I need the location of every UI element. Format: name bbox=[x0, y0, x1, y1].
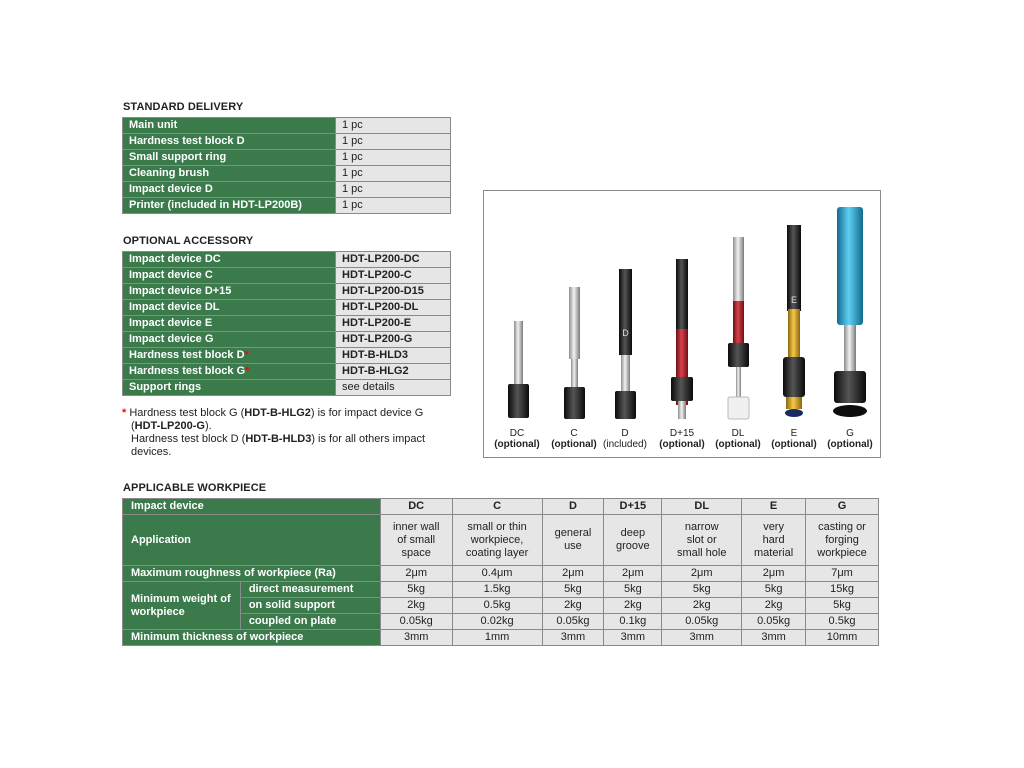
application-line: narrow bbox=[684, 520, 719, 533]
weight-cell: 0.05kg bbox=[542, 614, 604, 630]
weight-cell: 2kg bbox=[742, 598, 806, 614]
accessory-item bbox=[123, 332, 336, 348]
accessory-code: HDT-LP200-E bbox=[336, 316, 451, 332]
weight-cell: 0.5kg bbox=[806, 614, 879, 630]
accessory-item-label: Impact device D+15 bbox=[129, 285, 232, 297]
accessory-item bbox=[123, 364, 336, 380]
accessory-code: HDT-LP200-DC bbox=[336, 252, 451, 268]
table-row bbox=[123, 134, 451, 150]
table-row bbox=[123, 316, 451, 332]
application-line: very bbox=[763, 520, 784, 533]
device-column-header: D+15 bbox=[604, 499, 662, 515]
device-dl-label: DL (optional) bbox=[715, 428, 761, 450]
delivery-qty: 1 pc bbox=[336, 150, 451, 166]
weight-cell: 1.5kg bbox=[452, 582, 542, 598]
delivery-item: Main unit bbox=[123, 118, 336, 134]
table-row bbox=[123, 118, 451, 134]
device-g-label: G (optional) bbox=[827, 428, 873, 450]
device-column-header: DC bbox=[380, 499, 452, 515]
accessory-item-label: Hardness test block D bbox=[129, 349, 245, 361]
device-c-label: C (optional) bbox=[551, 428, 597, 450]
weight-cell: 2kg bbox=[662, 598, 742, 614]
accessory-note bbox=[122, 407, 462, 459]
note-line-1b: HDT-B-HLG2 bbox=[244, 407, 311, 419]
device-d15-label: D+15 (optional) bbox=[659, 428, 705, 450]
roughness-cell: 2μm bbox=[542, 566, 604, 582]
accessory-item-label: Hardness test block G bbox=[129, 365, 246, 377]
delivery-item: Printer (included in HDT-LP200B) bbox=[123, 198, 336, 214]
application-line: forging bbox=[825, 533, 859, 546]
application-cell bbox=[452, 515, 542, 566]
device-column-header: G bbox=[806, 499, 879, 515]
accessory-item bbox=[123, 300, 336, 316]
table-row bbox=[123, 364, 451, 380]
delivery-qty: 1 pc bbox=[336, 182, 451, 198]
weight-cell: 5kg bbox=[542, 582, 604, 598]
note-line-3c: ) is for all others impact bbox=[311, 433, 426, 445]
weight-cell: 0.05kg bbox=[742, 614, 806, 630]
table-row bbox=[123, 166, 451, 182]
device-e-marking: E bbox=[790, 295, 798, 305]
roughness-cell: 0.4μm bbox=[452, 566, 542, 582]
table-row bbox=[123, 630, 879, 646]
thickness-cell: 10mm bbox=[806, 630, 879, 646]
accessory-item bbox=[123, 348, 336, 364]
table-row bbox=[123, 268, 451, 284]
table-row bbox=[123, 515, 879, 566]
application-line: deep bbox=[620, 527, 646, 539]
weight-cell: 5kg bbox=[380, 582, 452, 598]
delivery-item: Impact device D bbox=[123, 182, 336, 198]
table-row bbox=[123, 566, 879, 582]
application-line: of small bbox=[397, 533, 436, 546]
standard-delivery-table bbox=[122, 117, 451, 214]
application-line: workpiece bbox=[817, 546, 867, 559]
optional-accessory-table bbox=[122, 251, 451, 396]
application-cell bbox=[742, 515, 806, 566]
accessory-item-label: Impact device G bbox=[129, 333, 214, 345]
weight-cell: 5kg bbox=[806, 598, 879, 614]
note-line-4: devices. bbox=[131, 446, 172, 458]
delivery-item: Small support ring bbox=[123, 150, 336, 166]
weight-label: Minimum weight of workpiece bbox=[123, 582, 241, 630]
thickness-cell: 3mm bbox=[380, 630, 452, 646]
accessory-code: HDT-LP200-G bbox=[336, 332, 451, 348]
roughness-cell: 2μm bbox=[604, 566, 662, 582]
accessory-code: HDT-LP200-DL bbox=[336, 300, 451, 316]
thickness-cell: 3mm bbox=[542, 630, 604, 646]
table-row bbox=[123, 300, 451, 316]
weight-cell: 5kg bbox=[742, 582, 806, 598]
device-column-header: C bbox=[452, 499, 542, 515]
standard-delivery-title: STANDARD DELIVERY bbox=[123, 101, 244, 113]
application-line: small hole bbox=[676, 546, 727, 559]
application-cell bbox=[542, 515, 604, 566]
accessory-item bbox=[123, 268, 336, 284]
device-e-label: E (optional) bbox=[771, 428, 817, 450]
roughness-cell: 2μm bbox=[662, 566, 742, 582]
roughness-cell: 2μm bbox=[742, 566, 806, 582]
delivery-qty: 1 pc bbox=[336, 118, 451, 134]
roughness-cell: 7μm bbox=[806, 566, 879, 582]
application-cell bbox=[806, 515, 879, 566]
weight-cell: 5kg bbox=[604, 582, 662, 598]
weight-cell: 0.1kg bbox=[604, 614, 662, 630]
table-row bbox=[123, 252, 451, 268]
accessory-star: * bbox=[244, 349, 249, 361]
accessory-item bbox=[123, 284, 336, 300]
weight-cell: 5kg bbox=[662, 582, 742, 598]
application-line: casting or bbox=[818, 520, 866, 533]
application-line: slot or bbox=[686, 533, 717, 546]
weight-sublabel: direct measurement bbox=[240, 582, 380, 598]
device-column-header: E bbox=[742, 499, 806, 515]
weight-cell: 2kg bbox=[542, 598, 604, 614]
delivery-qty: 1 pc bbox=[336, 198, 451, 214]
delivery-item: Cleaning brush bbox=[123, 166, 336, 182]
device-d15-figure bbox=[671, 259, 693, 419]
roughness-cell: 2μm bbox=[380, 566, 452, 582]
thickness-label: Minimum thickness of workpiece bbox=[123, 630, 381, 646]
application-line: material bbox=[754, 546, 794, 559]
table-row bbox=[123, 348, 451, 364]
note-line-2b: HDT-LP200-G bbox=[134, 420, 205, 432]
impact-devices-illustration bbox=[484, 191, 880, 457]
device-dc-figure bbox=[508, 321, 529, 418]
table-row bbox=[123, 332, 451, 348]
accessory-star: * bbox=[245, 365, 250, 377]
note-line-3b: HDT-B-HLD3 bbox=[245, 433, 312, 445]
table-row bbox=[123, 182, 451, 198]
table-row bbox=[123, 198, 451, 214]
application-cell bbox=[662, 515, 742, 566]
table-row bbox=[123, 582, 879, 598]
device-d-marking: D bbox=[622, 328, 629, 338]
weight-cell: 0.02kg bbox=[452, 614, 542, 630]
note-line-2c: ). bbox=[204, 420, 212, 432]
weight-sublabel: on solid support bbox=[240, 598, 380, 614]
weight-cell: 0.5kg bbox=[452, 598, 542, 614]
delivery-item: Hardness test block D bbox=[123, 134, 336, 150]
application-line: workpiece, bbox=[470, 533, 524, 546]
device-e-figure bbox=[783, 225, 805, 417]
accessory-item-label: Impact device C bbox=[129, 269, 213, 281]
weight-cell: 15kg bbox=[806, 582, 879, 598]
weight-cell: 0.05kg bbox=[662, 614, 742, 630]
device-d-label: D (included) bbox=[603, 428, 647, 450]
note-star: * bbox=[122, 407, 127, 419]
accessory-code: HDT-LP200-C bbox=[336, 268, 451, 284]
device-dc-label: DC (optional) bbox=[494, 428, 540, 450]
accessory-code: HDT-B-HLD3 bbox=[336, 348, 451, 364]
accessory-item bbox=[123, 252, 336, 268]
delivery-qty: 1 pc bbox=[336, 134, 451, 150]
device-dl-figure bbox=[728, 237, 749, 419]
thickness-cell: 3mm bbox=[662, 630, 742, 646]
thickness-cell: 1mm bbox=[452, 630, 542, 646]
accessory-item-label: Support rings bbox=[129, 381, 202, 393]
application-line: inner wall bbox=[392, 520, 440, 533]
accessory-code: HDT-LP200-D15 bbox=[336, 284, 451, 300]
accessory-item-label: Impact device E bbox=[129, 317, 213, 329]
application-cell bbox=[380, 515, 452, 566]
delivery-qty: 1 pc bbox=[336, 166, 451, 182]
note-line-2a: ( bbox=[131, 420, 135, 432]
accessory-code: see details bbox=[336, 380, 451, 396]
application-line: small or thin bbox=[467, 520, 527, 533]
optional-accessory-title: OPTIONAL ACCESSORY bbox=[123, 235, 254, 247]
applicable-workpiece-title: APPLICABLE WORKPIECE bbox=[123, 482, 267, 494]
application-cell bbox=[604, 515, 662, 566]
table-row bbox=[123, 499, 879, 515]
device-c-figure bbox=[564, 287, 585, 419]
accessory-item-label: Impact device DL bbox=[129, 301, 220, 313]
device-g-figure bbox=[833, 207, 867, 417]
accessory-item-label: Impact device DC bbox=[129, 253, 221, 265]
application-line: coating layer bbox=[465, 546, 529, 559]
weight-cell: 0.05kg bbox=[380, 614, 452, 630]
applicable-workpiece-table bbox=[122, 498, 879, 646]
weight-cell: 2kg bbox=[604, 598, 662, 614]
impact-devices-image bbox=[483, 190, 881, 458]
note-line-1a: Hardness test block G ( bbox=[129, 407, 245, 419]
application-label: Application bbox=[123, 515, 381, 566]
accessory-code: HDT-B-HLG2 bbox=[336, 364, 451, 380]
application-line: use bbox=[564, 540, 582, 552]
table-row bbox=[123, 150, 451, 166]
device-column-header: D bbox=[542, 499, 604, 515]
application-line: hard bbox=[762, 533, 785, 546]
accessory-item bbox=[123, 316, 336, 332]
thickness-cell: 3mm bbox=[604, 630, 662, 646]
table-row bbox=[123, 284, 451, 300]
roughness-label: Maximum roughness of workpiece (Ra) bbox=[123, 566, 381, 582]
accessory-item bbox=[123, 380, 336, 396]
note-line-1c: ) is for impact device G bbox=[310, 407, 424, 419]
note-line-3a: Hardness test block D ( bbox=[131, 433, 246, 445]
device-column-header: DL bbox=[662, 499, 742, 515]
application-line: general bbox=[554, 527, 592, 539]
impact-device-header: Impact device bbox=[123, 499, 381, 515]
application-line: space bbox=[401, 546, 431, 559]
thickness-cell: 3mm bbox=[742, 630, 806, 646]
application-line: groove bbox=[616, 540, 650, 552]
weight-sublabel: coupled on plate bbox=[240, 614, 380, 630]
table-row bbox=[123, 380, 451, 396]
device-d-figure bbox=[615, 269, 636, 419]
weight-cell: 2kg bbox=[380, 598, 452, 614]
